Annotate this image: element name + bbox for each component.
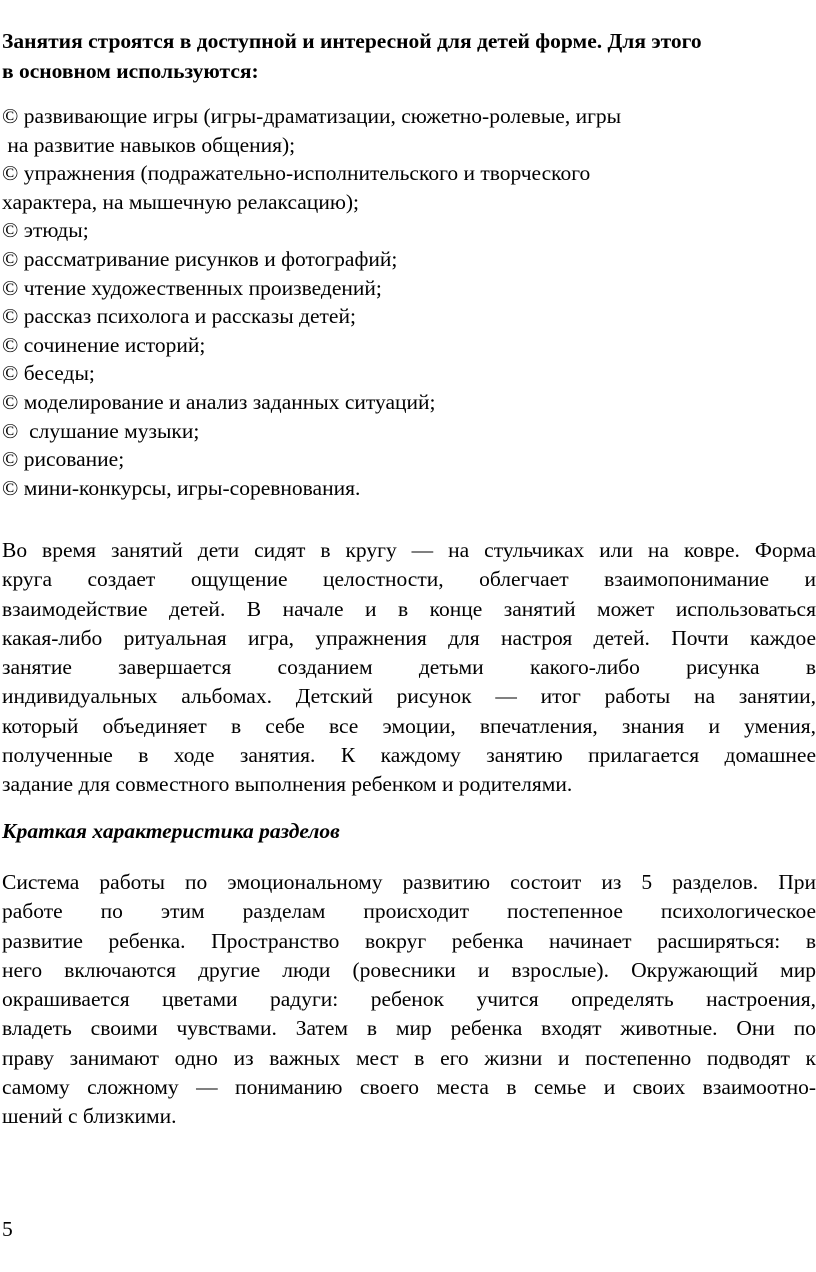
paragraph-line: самому сложному — пониманию своего места в семье и своих взаимоотно- xyxy=(2,1075,816,1100)
paragraph-line: окрашивается цветами радуги: ребенок учится определять настроения, xyxy=(2,987,816,1012)
paragraph-line: какая-либо ритуальная игра, упражнения для настроя детей. Почти каждое xyxy=(2,625,816,650)
paragraph-line: занятие завершается созданием детьми какого-либо рисунка в xyxy=(2,655,816,680)
activities-list xyxy=(2,102,816,502)
section-heading: Краткая характеристика разделов xyxy=(2,819,340,843)
list-item: © мини-конкурсы, игры-соревнования. xyxy=(2,475,361,500)
list-item: характера, на мышечную релаксацию); xyxy=(2,189,360,214)
paragraph-line: полученные в ходе занятия. К каждому занятию прилагается домашнее xyxy=(2,743,816,768)
paragraph-line: владеть своими чувствами. Затем в мир ребенка входят животные. Они по xyxy=(2,1016,816,1041)
page-number: 5 xyxy=(2,1217,13,1241)
paragraph-line: который объединяет в себе все эмоции, впечатления, знания и умения, xyxy=(2,713,816,738)
paragraph-line: работе по этим разделам происходит постепенное психологическое xyxy=(2,899,816,924)
paragraph-line: круга создает ощущение целостности, облегчает взаимопонимание и xyxy=(2,567,816,592)
paragraph-sessions xyxy=(2,536,816,800)
paragraph-line: Система работы по эмоциональному развитию состоит из 5 разделов. При xyxy=(2,870,816,894)
list-item: © беседы; xyxy=(2,361,95,386)
paragraph-line: индивидуальных альбомах. Детский рисунок — итог работы на занятии, xyxy=(2,684,816,709)
paragraph-line: Во время занятий дети сидят в кругу — на стульчиках или на ковре. Форма xyxy=(2,538,816,562)
list-item: © рассказ психолога и рассказы детей; xyxy=(2,304,356,329)
list-item: © чтение художественных произведений; xyxy=(2,275,382,300)
list-item: © слушание музыки; xyxy=(2,418,200,443)
list-item: © рассматривание рисунков и фотографий; xyxy=(2,246,398,271)
paragraph-line: праву занимают одно из важных мест в его жизни и постепенно подводят к xyxy=(2,1045,816,1070)
list-item: © развивающие игры (игры-драматизации, сюжетно-ролевые, игры xyxy=(2,104,622,128)
paragraph-line: шений с близкими. xyxy=(2,1104,177,1129)
list-item: © рисование; xyxy=(2,447,125,472)
paragraph-line: развитие ребенка. Пространство вокруг ребенка начинает расширяться: в xyxy=(2,928,816,953)
paragraph-system xyxy=(2,868,816,1132)
intro-line: в основном используются: xyxy=(2,59,259,83)
list-item: на развитие навыков общения); xyxy=(2,132,296,157)
list-item: © упражнения (подражательно-исполнительского и творческого xyxy=(2,161,591,186)
paragraph-line: него включаются другие люди (ровесники и взрослые). Окружающий мир xyxy=(2,957,816,982)
intro-bold-text xyxy=(2,26,816,86)
paragraph-line: задание для совместного выполнения ребенком и родителями. xyxy=(2,772,573,797)
paragraph-line: взаимодействие детей. В начале и в конце занятий может использоваться xyxy=(2,596,816,621)
list-item: © сочинение историй; xyxy=(2,332,206,357)
intro-line: Занятия строятся в доступной и интересной для детей форме. Для этого xyxy=(2,29,702,53)
list-item: © этюды; xyxy=(2,218,89,243)
list-item: © моделирование и анализ заданных ситуаций; xyxy=(2,389,436,414)
